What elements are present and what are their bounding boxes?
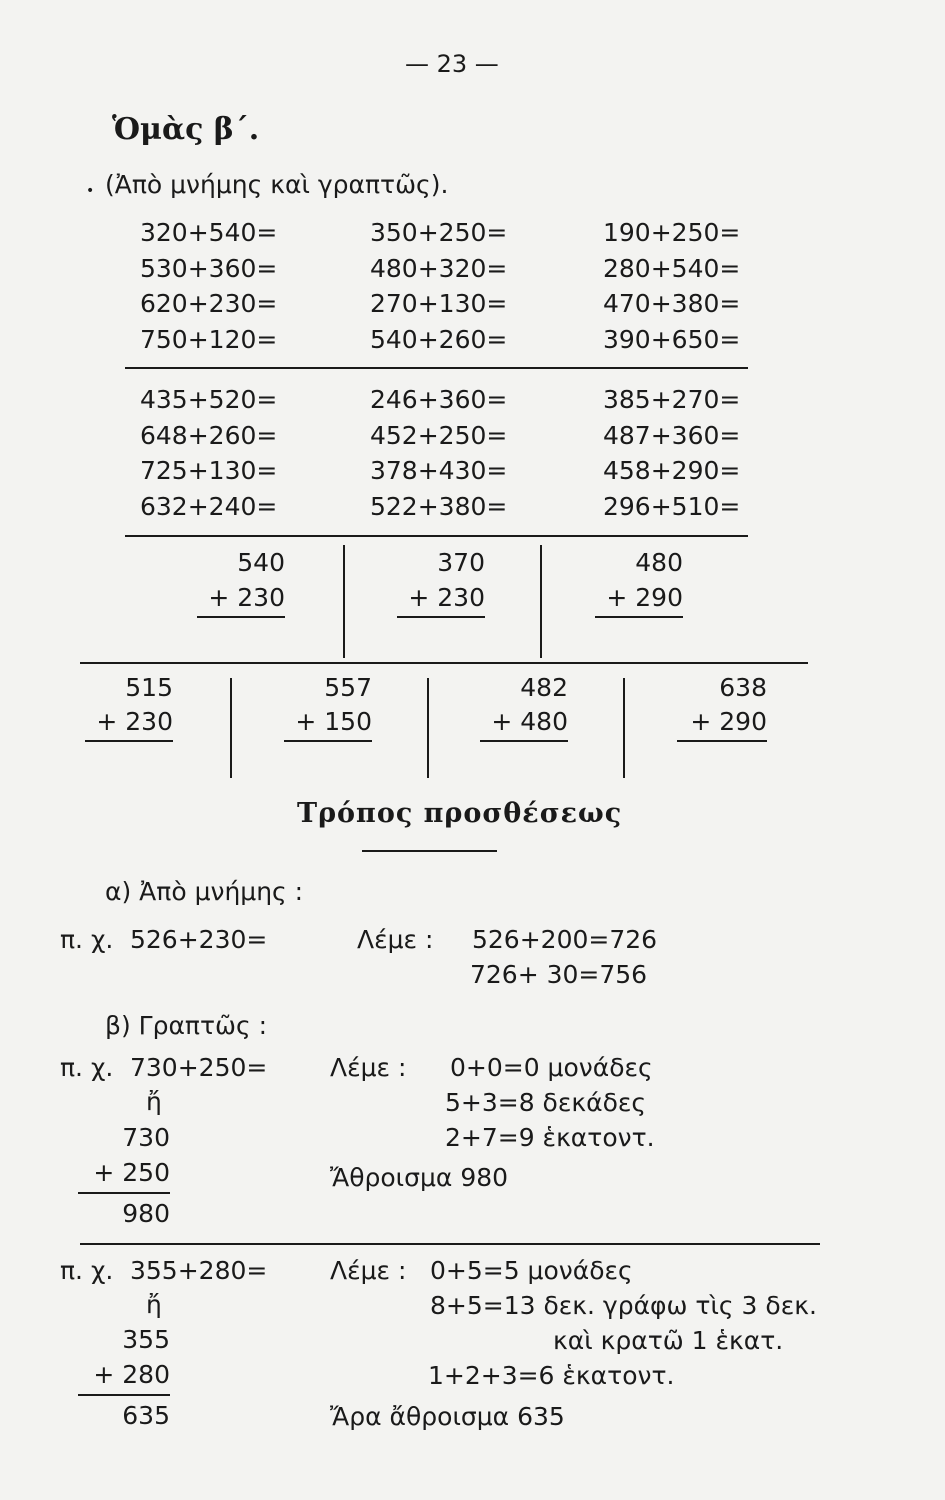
sum-line [284, 740, 372, 742]
step-line: 0+0=0 μονάδες [450, 1053, 653, 1082]
step-line: καὶ κρατῶ 1 ἑκατ. [553, 1326, 784, 1355]
example-expression: 355+280= [130, 1256, 268, 1285]
or-label: ἤ [146, 1290, 162, 1319]
sum-line [197, 616, 285, 618]
addend-bottom: + 230 [96, 707, 173, 736]
addend-bottom: + 480 [491, 707, 568, 736]
sum-line [78, 1192, 170, 1194]
example-prefix: π. χ. [60, 925, 114, 954]
addend-bottom: + 290 [606, 583, 683, 612]
divider [80, 1243, 820, 1245]
step-line: 5+3=8 δεκάδες [445, 1088, 647, 1117]
subtitle: (Ἀπὸ μνήμης καὶ γραπτῶς). [105, 170, 449, 199]
exercise: 540+260= [370, 325, 508, 354]
addend-top: 515 [125, 673, 173, 702]
addend-top: 557 [324, 673, 372, 702]
step-line: 726+ 30=756 [470, 960, 648, 989]
exercise: 648+260= [140, 421, 278, 450]
addend-top: 730 [122, 1123, 170, 1152]
exercise: 452+250= [370, 421, 508, 450]
exercise: 190+250= [603, 218, 741, 247]
example-prefix: π. χ. [60, 1256, 114, 1285]
sum-result: 635 [122, 1401, 170, 1430]
step-line: 526+200=726 [472, 925, 658, 954]
example-expression: 526+230= [130, 925, 268, 954]
addend-bottom: + 230 [208, 583, 285, 612]
example-expression: 730+250= [130, 1053, 268, 1082]
say-label: Λέμε : [357, 925, 434, 954]
exercise: 378+430= [370, 456, 508, 485]
method-title: Τρόπος προσθέσεως [297, 798, 623, 829]
exercise: 470+380= [603, 289, 741, 318]
addend-top: 482 [520, 673, 568, 702]
exercise: 750+120= [140, 325, 278, 354]
page-number: — 23 — [405, 50, 499, 78]
or-label: ἤ [146, 1087, 162, 1116]
step-line: 2+7=9 ἑκατοντ. [445, 1123, 655, 1152]
column-separator [343, 545, 345, 658]
step-line: 1+2+3=6 ἑκατοντ. [428, 1361, 675, 1390]
addend-bottom: + 290 [690, 707, 767, 736]
exercise: 530+360= [140, 254, 278, 283]
exercise: 480+320= [370, 254, 508, 283]
example-prefix: π. χ. [60, 1053, 114, 1082]
part-b-label: β) Γραπτῶς : [105, 1011, 268, 1040]
say-label: Λέμε : [330, 1053, 407, 1082]
exercise: 487+360= [603, 421, 741, 450]
exercise: 620+230= [140, 289, 278, 318]
exercise: 458+290= [603, 456, 741, 485]
group-title: Ὁμὰς β΄. [112, 112, 260, 147]
divider [125, 535, 748, 537]
column-separator [427, 678, 429, 778]
exercise: 385+270= [603, 385, 741, 414]
column-separator [230, 678, 232, 778]
sum-line [78, 1394, 170, 1396]
addend-bottom: + 230 [408, 583, 485, 612]
addend-bottom: + 250 [93, 1158, 170, 1187]
sum-line [85, 740, 173, 742]
say-label: Λέμε : [330, 1256, 407, 1285]
exercise: 632+240= [140, 492, 278, 521]
sum-line [595, 616, 683, 618]
exercise: 246+360= [370, 385, 508, 414]
exercise: 522+380= [370, 492, 508, 521]
exercise: 320+540= [140, 218, 278, 247]
step-line: 0+5=5 μονάδες [430, 1256, 633, 1285]
divider [80, 662, 808, 664]
exercise: 725+130= [140, 456, 278, 485]
addend-bottom: + 150 [295, 707, 372, 736]
addend-bottom: + 280 [93, 1360, 170, 1389]
exercise: 435+520= [140, 385, 278, 414]
addend-top: 355 [122, 1325, 170, 1354]
title-underline [362, 850, 497, 852]
exercise: 350+250= [370, 218, 508, 247]
sum-text: Ἄρα ἄθροισμα 635 [330, 1402, 565, 1431]
addend-top: 370 [437, 548, 485, 577]
part-a-label: α) Ἀπὸ μνήμης : [105, 877, 304, 906]
sum-line [397, 616, 485, 618]
column-separator [623, 678, 625, 778]
sum-line [480, 740, 568, 742]
bullet-mark: • [86, 183, 95, 199]
exercise: 280+540= [603, 254, 741, 283]
addend-top: 480 [635, 548, 683, 577]
step-line: 8+5=13 δεκ. γράφω τὶς 3 δεκ. [430, 1291, 817, 1320]
divider [125, 367, 748, 369]
sum-text: Ἄθροισμα 980 [330, 1163, 509, 1192]
exercise: 390+650= [603, 325, 741, 354]
sum-line [677, 740, 767, 742]
addend-top: 540 [237, 548, 285, 577]
exercise: 296+510= [603, 492, 741, 521]
addend-top: 638 [719, 673, 767, 702]
sum-result: 980 [122, 1199, 170, 1228]
exercise: 270+130= [370, 289, 508, 318]
column-separator [540, 545, 542, 658]
